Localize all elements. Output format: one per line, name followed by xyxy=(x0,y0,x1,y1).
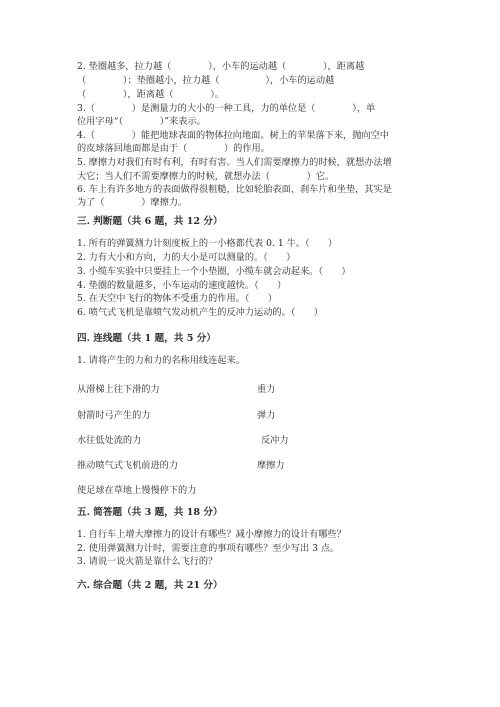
judge-item-4: 4. 垫圈的数量越多，小车运动的速度越快。（ ） xyxy=(77,280,287,291)
match-right-item-4: 摩擦力 xyxy=(257,460,285,471)
judge-item-5: 5. 在天空中飞行的物体不受重力的作用。（ ） xyxy=(77,293,278,304)
short-item-1: 1. 自行车上增大摩擦力的设计有哪些？减小摩擦力的设计有哪些？ xyxy=(77,529,346,540)
short-item-2: 2. 使用弹簧测力计时，需要注意的事项有哪些？至少写出 3 点。 xyxy=(77,543,340,554)
match-section-heading: 四. 连线题（共 1 题，共 5 分） xyxy=(77,333,216,344)
fill-q4-line2: 的皮球落回地面都是由于（ ）的作用。 xyxy=(77,143,270,154)
fill-q3-line1: 3.（ ）是测量力的大小的一种工具，力的单位是（ ），单 xyxy=(77,103,376,114)
match-right-item-2: 弹力 xyxy=(257,410,276,421)
judge-item-1: 1. 所有的弹簧测力计刻度板上的一小格都代表 0. 1 牛。（ ） xyxy=(77,238,338,249)
match-left-item-5: 使足球在草地上慢慢停下的力 xyxy=(77,485,197,496)
match-right-item-3: 反冲力 xyxy=(261,435,289,446)
fill-q2-line1: 2. 垫圈越多，拉力越（ ），小车的运动越（ ），距离越 xyxy=(77,61,365,72)
fill-q5-line1: 5. 摩擦力对我们有时有利，有时有害。当人们需要摩擦力的时候，就想办法增 xyxy=(77,157,392,168)
fill-q4-line1: 4.（ ）能把地球表面的物体拉向地面。树上的苹果落下来，抛向空中 xyxy=(77,130,389,141)
match-left-item-2: 射箭时弓产生的力 xyxy=(77,410,151,421)
synth-section-heading: 六. 综合题（共 2 题，共 21 分） xyxy=(77,580,223,591)
judge-item-6: 6. 喷气式飞机是靠喷气发动机产生的反冲力运动的。（ ） xyxy=(77,307,323,318)
fill-q2-line3: （ ），距离越（ ）。 xyxy=(77,89,224,100)
judge-item-3: 3. 小缆车实验中只要挂上一个小垫圈，小缆车就会动起来。（ ） xyxy=(77,266,351,277)
match-left-item-4: 推动喷气式飞机前进的力 xyxy=(77,460,179,471)
fill-q5-line2: 大它；当人们不需要摩擦力的时候，就想办法（ ）它。 xyxy=(77,171,335,182)
fill-q6-line1: 6. 车上有许多地方的表面做得很粗糙，比如轮胎表面、刹车片和坐垫，其实是 xyxy=(77,184,392,195)
match-left-item-3: 水往低处流的力 xyxy=(77,435,142,446)
fill-q6-line2: 为了（ ）摩擦力。 xyxy=(77,197,188,208)
fill-q3-line2: 位用字母“（ ）”来表示。 xyxy=(77,116,206,127)
match-instruction: 1. 请将产生的力和力的名称用线连起来。 xyxy=(77,355,245,366)
match-left-item-1: 从滑梯上往下滑的力 xyxy=(77,384,160,395)
short-item-3: 3. 请说一说火箭是靠什么飞行的？ xyxy=(77,556,218,567)
judge-item-2: 2. 力有大小和方向，力的大小是可以测量的。（ ） xyxy=(77,252,296,263)
judge-section-heading: 三. 判断题（共 6 题，共 12 分） xyxy=(77,216,223,227)
match-right-item-1: 重力 xyxy=(257,384,276,395)
fill-q2-line2: （ ）；垫圈越小，拉力越（ ），小车的运动越 xyxy=(77,75,335,86)
short-section-heading: 五. 简答题（共 3 题，共 18 分） xyxy=(77,507,223,518)
